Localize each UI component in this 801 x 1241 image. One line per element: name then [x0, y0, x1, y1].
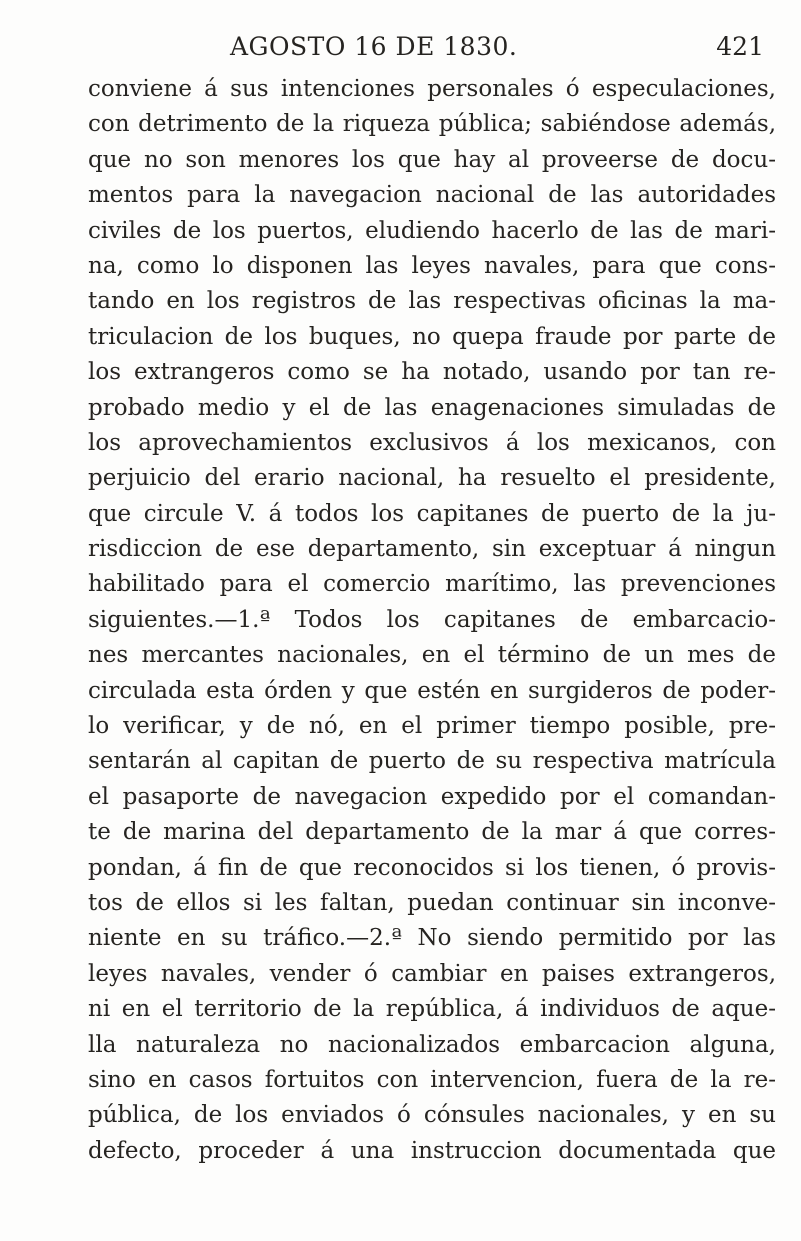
text-line: niente en su tráfico.—2.ª No siendo permitido por las	[88, 925, 776, 952]
text-line: na, como lo disponen las leyes navales, para que cons-	[88, 252, 776, 279]
page-header	[88, 32, 776, 68]
text-line: triculacion de los buques, no quepa fraude por parte de	[88, 323, 776, 350]
text-line: el pasaporte de navegacion expedido por el comandan-	[88, 783, 776, 810]
text-line: civiles de los puertos, eludiendo hacerlo de las de mari-	[88, 217, 776, 244]
running-head: AGOSTO 16 DE 1830.	[230, 32, 518, 61]
text-line: leyes navales, vender ó cambiar en paises extrangeros,	[88, 960, 776, 987]
text-line: con detrimento de la riqueza pública; sabiéndose además,	[88, 111, 776, 138]
page-number: 421	[716, 32, 764, 61]
text-line: que circule V. á todos los capitanes de puerto de la ju-	[88, 500, 776, 527]
text-line: sentarán al capitan de puerto de su respectiva matrícula	[88, 748, 776, 775]
text-line: sino en casos fortuitos con intervencion, fuera de la re-	[88, 1066, 776, 1093]
text-line: pondan, á fin de que reconocidos si los tienen, ó provis-	[88, 854, 776, 881]
text-line: lo verificar, y de nó, en el primer tiempo posible, pre-	[88, 713, 776, 740]
text-line: pública, de los enviados ó cónsules nacionales, y en su	[88, 1102, 776, 1129]
text-line: te de marina del departamento de la mar á que corres-	[88, 819, 776, 846]
text-line: ni en el territorio de la república, á individuos de aque-	[88, 996, 776, 1023]
text-line: circulada esta órden y que estén en surgideros de poder-	[88, 677, 776, 704]
text-line: perjuicio del erario nacional, ha resuelto el presidente,	[88, 465, 776, 492]
text-line: tos de ellos si les faltan, puedan continuar sin inconve-	[88, 889, 776, 916]
text-line: lla naturaleza no nacionalizados embarcacion alguna,	[88, 1031, 776, 1058]
text-line: que no son menores los que hay al proveerse de docu-	[88, 146, 776, 173]
text-line: defecto, proceder á una instruccion documentada que	[88, 1137, 776, 1164]
text-line: habilitado para el comercio marítimo, las prevenciones	[88, 571, 776, 598]
text-line: conviene á sus intenciones personales ó especulaciones,	[88, 76, 776, 102]
text-line: los aprovechamientos exclusivos á los mexicanos, con	[88, 429, 776, 456]
text-line: risdiccion de ese departamento, sin exceptuar á ningun	[88, 536, 776, 563]
text-line: los extrangeros como se ha notado, usando por tan re-	[88, 359, 776, 386]
text-line: nes mercantes nacionales, en el término de un mes de	[88, 642, 776, 669]
text-line: siguientes.—1.ª Todos los capitanes de embarcacio-	[88, 606, 776, 633]
text-line: mentos para la navegacion nacional de las autoridades	[88, 182, 776, 209]
text-line: probado medio y el de las enagenaciones simuladas de	[88, 394, 776, 421]
body-text	[88, 72, 776, 1169]
text-line: tando en los registros de las respectivas oficinas la ma-	[88, 288, 776, 315]
